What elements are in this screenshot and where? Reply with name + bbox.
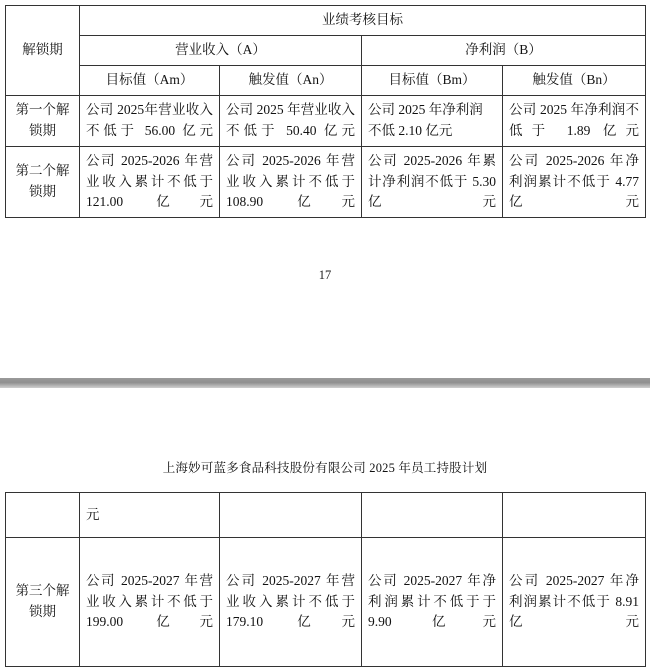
header-profit-group: 净利润（B） — [362, 35, 646, 65]
cell-period2-bn: 公司 2025-2026 年净利润累计不低于 4.77 亿元 — [503, 146, 646, 218]
cell-period2-bm: 公司 2025-2026 年累计净利润不低于 5.30 亿元 — [362, 146, 503, 218]
performance-targets-table-top — [5, 5, 645, 218]
row-label-period-1: 第一个解锁期 — [6, 95, 80, 146]
cell-period3-bm: 公司 2025-2027 年净利润累计不低于于 9.90 亿元 — [362, 538, 503, 667]
cont-cell-am: 元 — [80, 493, 220, 538]
table-row — [6, 95, 646, 146]
table-bottom — [5, 492, 646, 667]
cell-period3-am: 公司 2025-2027 年营业收入累计不低于 199.00 亿元 — [80, 538, 220, 667]
header-col-bm: 目标值（Bm） — [362, 65, 503, 95]
cell-period3-an: 公司 2025-2027 年营业收入累计不低于 179.10 亿元 — [220, 538, 362, 667]
header-group-title: 业绩考核目标 — [80, 6, 646, 36]
page-number: 17 — [318, 268, 332, 282]
cell-period1-bn: 公司 2025 年净利润不低于 1.89 亿元 — [503, 95, 646, 146]
cont-cell-bn — [503, 493, 646, 538]
performance-targets-table-bottom — [5, 492, 645, 667]
cont-row-label — [6, 493, 80, 538]
cell-period1-bm: 公司 2025 年净利润不低 2.10 亿元 — [362, 95, 503, 146]
table-row — [6, 538, 646, 667]
row-label-period-3: 第三个解锁期 — [6, 538, 80, 667]
document-running-head: 上海妙可蓝多食品科技股份有限公司 2025 年员工持股计划 — [162, 461, 488, 475]
header-revenue-group: 营业收入（A） — [80, 35, 362, 65]
table-header-row-1 — [6, 6, 646, 36]
cont-cell-an — [220, 493, 362, 538]
header-col-am: 目标值（Am） — [80, 65, 220, 95]
table-top — [5, 5, 646, 218]
header-col-bn: 触发值（Bn） — [503, 65, 646, 95]
table-header-row-3 — [6, 65, 646, 95]
cont-cell-bm — [362, 493, 503, 538]
page-break-divider — [0, 378, 650, 388]
table-row — [6, 146, 646, 218]
cell-period3-bn: 公司 2025-2027 年净利润累计不低于 8.91 亿元 — [503, 538, 646, 667]
row-label-period-2: 第二个解锁期 — [6, 146, 80, 218]
table-row-continuation — [6, 493, 646, 538]
header-lock-period: 解锁期 — [6, 6, 80, 96]
cell-period1-am: 公司 2025年营业收入不低于 56.00 亿元 — [80, 95, 220, 146]
cell-period1-an: 公司 2025 年营业收入不低于 50.40 亿元 — [220, 95, 362, 146]
cell-period2-am: 公司 2025-2026 年营业收入累计不低于 121.00 亿元 — [80, 146, 220, 218]
cell-period2-an: 公司 2025-2026 年营业收入累计不低于 108.90 亿元 — [220, 146, 362, 218]
header-col-an: 触发值（An） — [220, 65, 362, 95]
table-header-row-2 — [6, 35, 646, 65]
